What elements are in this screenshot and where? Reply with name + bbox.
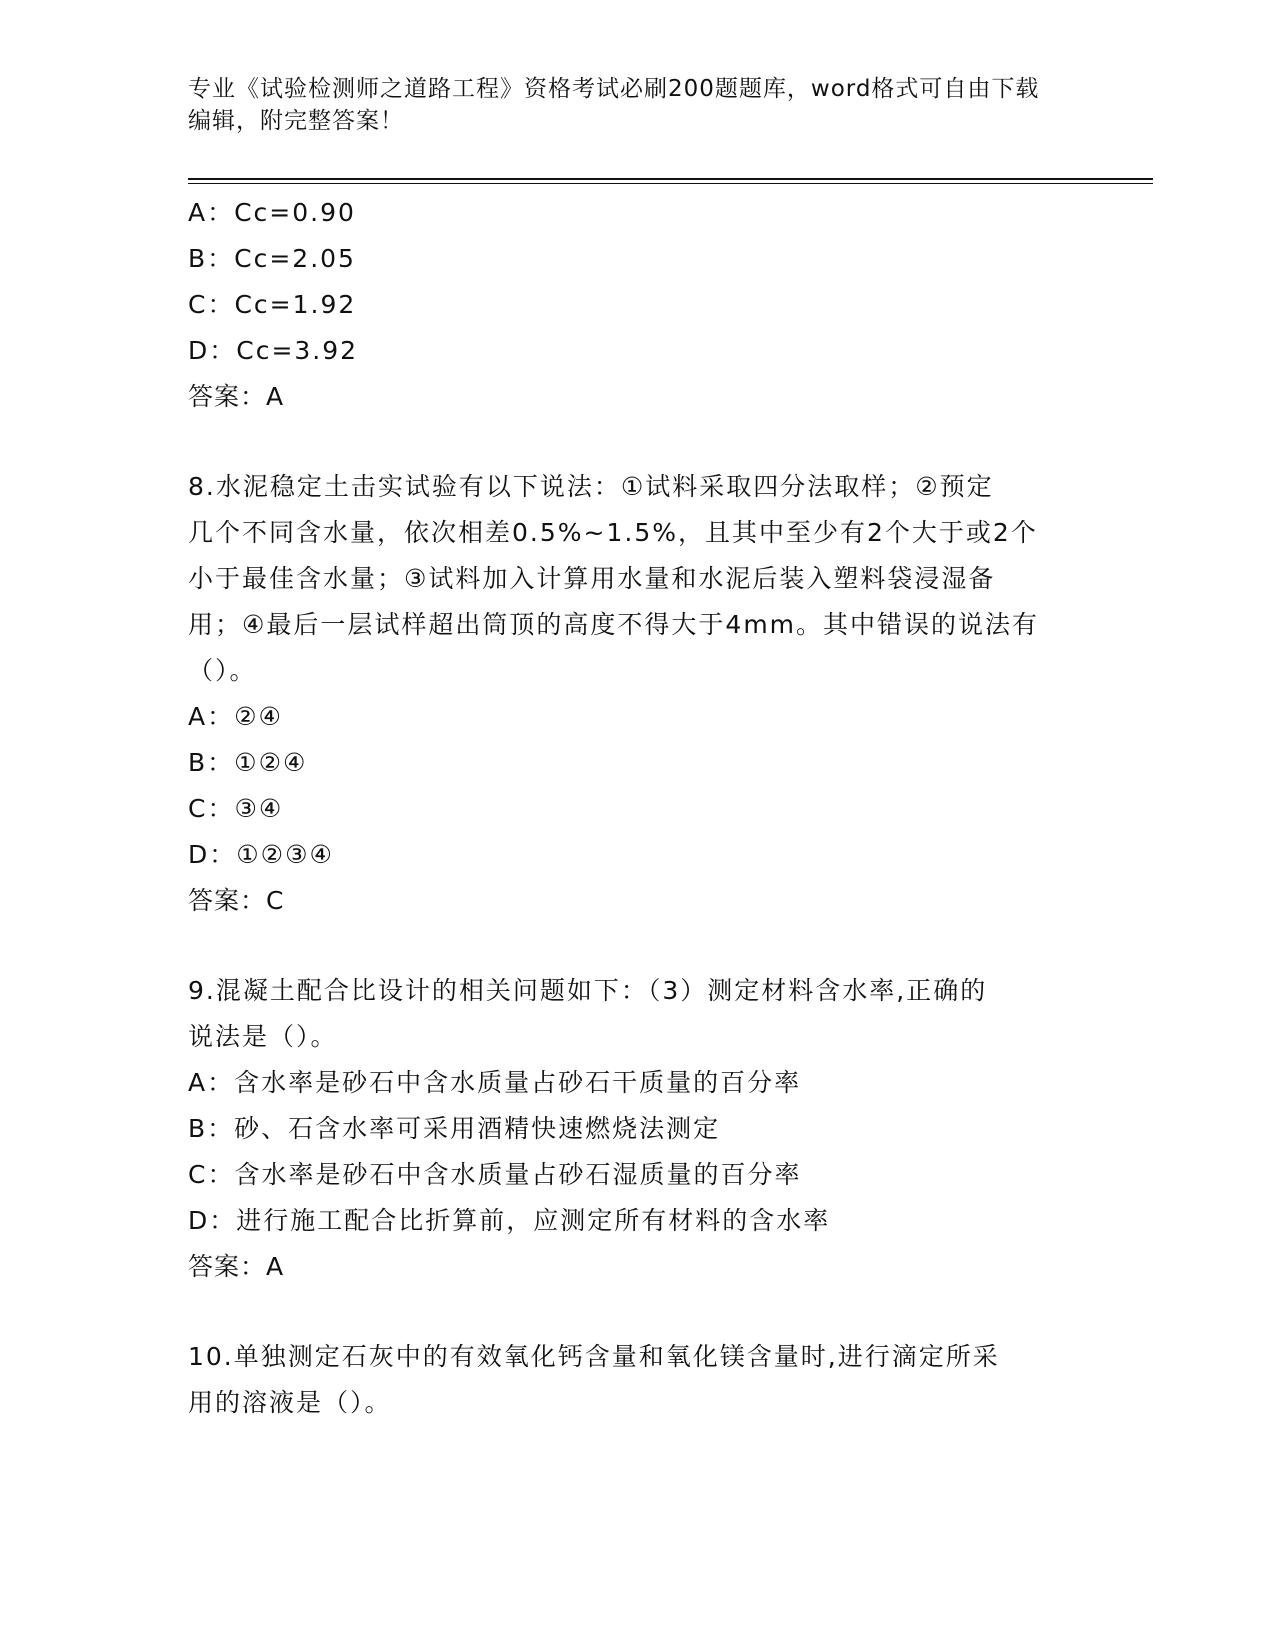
question-stem-line: 8.水泥稳定土击实试验有以下说法：①试料采取四分法取样；②预定	[188, 472, 994, 501]
question-8	[188, 464, 1088, 924]
spacer	[188, 1290, 1088, 1334]
option-c: C：③④	[188, 794, 284, 823]
question-stem-line: 说法是（）。	[188, 1022, 338, 1051]
header-title-line-1: 专业《试验检测师之道路工程》资格考试必刷200题题库，word格式可自由下载	[188, 76, 1040, 102]
option-b: B：Cc=2.05	[188, 244, 356, 273]
option-d: D：①②③④	[188, 840, 334, 869]
option-a: A：②④	[188, 702, 283, 731]
question-stem-line: （）。	[188, 656, 257, 685]
question-stem-line: 用的溶液是（）。	[188, 1388, 392, 1417]
spacer	[188, 924, 1088, 968]
question-stem-line: 10.单独测定石灰中的有效氧化钙含量和氧化镁含量时,进行滴定所采	[188, 1342, 1000, 1371]
answer-line: 答案：A	[188, 1252, 285, 1281]
question-content	[188, 190, 1088, 1426]
header-rule-thick	[188, 178, 1153, 180]
question-stem-line: 小于最佳含水量；③试料加入计算用水量和水泥后装入塑料袋浸湿备	[188, 564, 996, 593]
spacer	[188, 420, 1088, 464]
option-d: D：进行施工配合比折算前，应测定所有材料的含水率	[188, 1206, 831, 1235]
question-10	[188, 1334, 1088, 1426]
option-c: C：含水率是砂石中含水质量占砂石湿质量的百分率	[188, 1160, 802, 1189]
question-stem-line: 用；④最后一层试样超出筒顶的高度不得大于4mm。其中错误的说法有	[188, 610, 1040, 639]
option-a: A：含水率是砂石中含水质量占砂石干质量的百分率	[188, 1068, 802, 1097]
header-rule-thin	[188, 183, 1153, 184]
question-stem-line: 几个不同含水量，依次相差0.5%~1.5%，且其中至少有2个大于或2个	[188, 518, 1038, 547]
question-9	[188, 968, 1088, 1290]
question-7-tail	[188, 190, 1088, 420]
page-header	[188, 73, 1088, 137]
option-c: C：Cc=1.92	[188, 290, 357, 319]
option-a: A：Cc=0.90	[188, 198, 356, 227]
answer-line: 答案：C	[188, 886, 285, 915]
answer-line: 答案：A	[188, 382, 285, 411]
option-b: B：砂、石含水率可采用酒精快速燃烧法测定	[188, 1114, 721, 1143]
option-b: B：①②④	[188, 748, 308, 777]
question-stem-line: 9.混凝土配合比设计的相关问题如下：（3）测定材料含水率,正确的	[188, 976, 988, 1005]
header-title-line-2: 编辑，附完整答案！	[188, 108, 404, 134]
option-d: D：Cc=3.92	[188, 336, 359, 365]
